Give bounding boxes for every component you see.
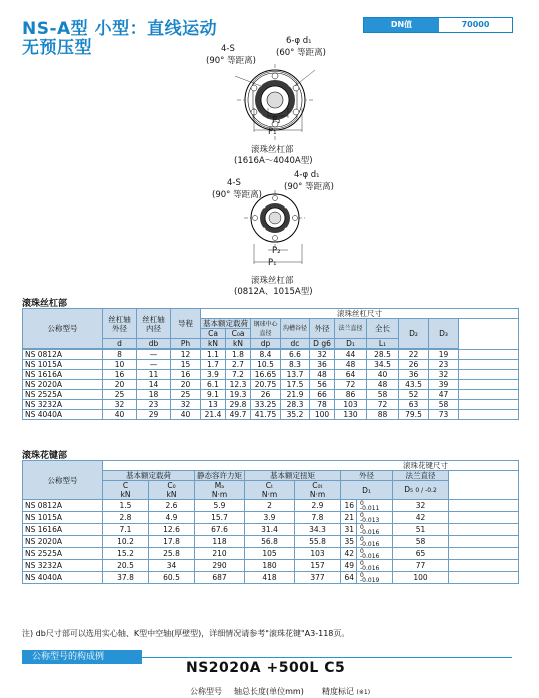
diagram2-p2: P₂	[272, 246, 281, 256]
spline-value-cell: 418	[245, 572, 295, 584]
screw-value-cell: 66	[310, 390, 335, 400]
spline-value-cell: 32	[393, 500, 449, 512]
spline-tolerance-cell: 0 -0.011	[357, 500, 393, 512]
diagram1-caption: 滚珠丝杠部	[251, 145, 294, 155]
screw-value-cell: 20.75	[251, 380, 281, 390]
screw-value-cell: 48	[335, 360, 367, 370]
screw-h-flange: 法兰直径	[335, 319, 367, 339]
spline-value-cell: 42	[393, 512, 449, 524]
spline-value-cell: 7.1	[103, 524, 149, 536]
spline-tolerance-cell: 0 -0.016	[357, 560, 393, 572]
spline-value-cell: 15.2	[103, 548, 149, 560]
spline-value-cell: 10.2	[103, 536, 149, 548]
spline-u-d1: D₁	[341, 481, 393, 500]
spline-tolerance-cell: 0 -0.013	[357, 512, 393, 524]
screw-value-cell: 32	[310, 350, 335, 360]
spline-h-load: 基本额定载荷	[103, 471, 195, 481]
spline-value-cell: 4.9	[149, 512, 195, 524]
screw-value-cell: —	[137, 360, 171, 370]
screw-value-cell: 8.3	[281, 360, 310, 370]
screw-model-cell: NS 3232A	[23, 400, 103, 410]
screw-value-cell: 16	[171, 370, 201, 380]
screw-h-outer: 外径	[310, 319, 335, 339]
spline-table-row	[23, 500, 519, 512]
screw-value-cell: 16	[103, 370, 137, 380]
screw-value-cell: 64	[335, 370, 367, 380]
screw-value-cell: 48	[310, 370, 335, 380]
screw-value-cell: 36	[310, 360, 335, 370]
spline-value-cell: 157	[295, 560, 341, 572]
spline-value-cell: 118	[195, 536, 245, 548]
screw-value-cell: 21.4	[201, 410, 226, 420]
spline-model-cell: NS 1616A	[23, 524, 103, 536]
screw-value-cell: 25	[171, 390, 201, 400]
screw-value-cell: 6.6	[281, 350, 310, 360]
spline-value-cell: 67.6	[195, 524, 245, 536]
screw-h-ball: 钢球中心直径	[251, 319, 281, 339]
screw-table-row	[23, 400, 519, 410]
screw-value-cell: 29	[137, 410, 171, 420]
screw-u-d2: D₂	[399, 319, 429, 349]
screw-value-cell: 40	[367, 370, 399, 380]
screw-model-cell: NS 2525A	[23, 390, 103, 400]
screw-value-cell: 88	[367, 410, 399, 420]
screw-value-cell: 44	[335, 350, 367, 360]
screw-value-cell: 25	[103, 390, 137, 400]
diagram2-d-label: 4-φ d₁	[294, 170, 320, 180]
spline-value-cell: 5.9	[195, 500, 245, 512]
dn-value: 70000	[461, 20, 490, 29]
spline-value-cell: 105	[245, 548, 295, 560]
spline-value-cell: 377	[295, 572, 341, 584]
spline-value-cell: 56.8	[245, 536, 295, 548]
spline-h-flange: 法兰直径	[393, 471, 449, 481]
screw-value-cell: 72	[335, 380, 367, 390]
screw-value-cell: 35.2	[281, 410, 310, 420]
diagram1-s-note: (90° 等距离)	[206, 56, 256, 66]
screw-value-cell: 130	[335, 410, 367, 420]
screw-value-cell: 15	[171, 360, 201, 370]
screw-table-row	[23, 410, 519, 420]
spline-table-row	[23, 536, 519, 548]
spline-value-cell: 65	[393, 548, 449, 560]
diagram1-caption-range: (1616A～4040A型)	[234, 156, 313, 166]
screw-u-ca: Ca	[201, 329, 226, 339]
spline-table-row	[23, 524, 519, 536]
screw-value-cell: 22	[399, 350, 429, 360]
spline-h-outer: 外径	[341, 471, 393, 481]
spline-value-cell: 12.6	[149, 524, 195, 536]
screw-value-cell: 72	[367, 400, 399, 410]
spline-value-cell: 49	[341, 560, 357, 572]
spline-value-cell: 2	[245, 500, 295, 512]
spline-value-cell: 3.9	[245, 512, 295, 524]
diagram2-caption-range: (0812A、1015A型)	[234, 287, 313, 297]
spline-value-cell: 290	[195, 560, 245, 572]
label-model: 公称型号	[190, 687, 222, 696]
screw-u-ph: Ph	[171, 339, 201, 349]
dn-label: DN值	[364, 18, 439, 32]
screw-value-cell: 23	[137, 400, 171, 410]
diagram2-d-note: (90° 等距离)	[284, 182, 334, 192]
diagram2-caption: 滚珠丝杠部	[251, 276, 294, 286]
screw-table-row	[23, 350, 519, 360]
screw-value-cell: 23	[429, 360, 459, 370]
spline-value-cell: 31.4	[245, 524, 295, 536]
spline-value-cell: 15.7	[195, 512, 245, 524]
spline-value-cell: 16	[341, 500, 357, 512]
screw-value-cell: 73	[429, 410, 459, 420]
screw-value-cell: 63	[399, 400, 429, 410]
spline-value-cell: 51	[393, 524, 449, 536]
spline-u-c: C kN	[103, 481, 149, 500]
screw-u-dc: dc	[281, 339, 310, 349]
page-title: NS-A型 小型：直线运动	[22, 19, 218, 39]
screw-value-cell: 58	[429, 400, 459, 410]
screw-h-od: 丝杠轴外径	[103, 309, 137, 339]
spline-table-row	[23, 512, 519, 524]
screw-value-cell: 19.3	[226, 390, 251, 400]
screw-value-cell: 17.5	[281, 380, 310, 390]
screw-value-cell: 34.5	[367, 360, 399, 370]
spline-u-d5: D₅ 0 / -0.2	[393, 481, 449, 500]
screw-value-cell: 29.8	[226, 400, 251, 410]
screw-model-cell: NS 1616A	[23, 370, 103, 380]
screw-value-cell: 10	[103, 360, 137, 370]
spline-value-cell: 21	[341, 512, 357, 524]
screw-value-cell: 13	[201, 400, 226, 410]
screw-value-cell: 3.9	[201, 370, 226, 380]
screw-value-cell: 58	[367, 390, 399, 400]
ball-screw-section-title: 滚珠丝杠部	[22, 299, 68, 309]
spline-value-cell: 20.5	[103, 560, 149, 572]
ball-spline-table	[22, 460, 519, 584]
spline-h-model: 公称型号	[23, 461, 103, 500]
screw-value-cell: 28.3	[281, 400, 310, 410]
screw-value-cell: 40	[103, 410, 137, 420]
screw-table-row	[23, 360, 519, 370]
spline-value-cell: 25.8	[149, 548, 195, 560]
screw-value-cell: 103	[335, 400, 367, 410]
screw-value-cell: 49.7	[226, 410, 251, 420]
spline-value-cell: 180	[245, 560, 295, 572]
spline-value-cell: 35	[341, 536, 357, 548]
screw-value-cell: 11	[137, 370, 171, 380]
diagram1-dimension-lines	[252, 108, 312, 138]
screw-u-d3: D₃	[429, 319, 459, 349]
screw-h-model: 公称型号	[23, 309, 103, 349]
spline-value-cell: 34.3	[295, 524, 341, 536]
spline-value-cell: 103	[295, 548, 341, 560]
screw-model-cell: NS 2020A	[23, 380, 103, 390]
spline-value-cell: 2.6	[149, 500, 195, 512]
spline-u-cot: C₀ₜ N·m	[295, 481, 341, 500]
screw-value-cell: 1.8	[226, 350, 251, 360]
screw-u-d: d	[103, 339, 137, 349]
composition-header: 公称型号的构成例	[22, 650, 142, 664]
spline-model-cell: NS 2020A	[23, 536, 103, 548]
screw-value-cell: 79.5	[399, 410, 429, 420]
screw-h-groove: 沟槽谷径	[281, 319, 310, 339]
spline-model-cell: NS 1015A	[23, 512, 103, 524]
screw-model-cell: NS 0812A	[23, 350, 103, 360]
spline-value-cell: 77	[393, 560, 449, 572]
screw-value-cell: 32	[429, 370, 459, 380]
spline-model-cell: NS 2525A	[23, 548, 103, 560]
screw-value-cell: 56	[310, 380, 335, 390]
spline-value-cell: 60.5	[149, 572, 195, 584]
screw-value-cell: 78	[310, 400, 335, 410]
spline-table-row	[23, 548, 519, 560]
spline-u-ct: Cₜ N·m	[245, 481, 295, 500]
footnote: 注) db尺寸部可以选用实心轴、K型中空轴(厚壁型)，详细情况请参考"滚珠花键"A3-118页。	[22, 629, 350, 638]
diagram1-s-label: 4-S	[221, 44, 235, 54]
screw-value-cell: 1.1	[201, 350, 226, 360]
spline-value-cell: 34	[149, 560, 195, 572]
screw-value-cell: 26	[251, 390, 281, 400]
screw-value-cell: 7.2	[226, 370, 251, 380]
screw-u-dp: dp	[251, 339, 281, 349]
spline-value-cell: 100	[393, 572, 449, 584]
spline-value-cell: 2.9	[295, 500, 341, 512]
screw-u-D1: D₁	[335, 339, 367, 349]
screw-value-cell: 32	[103, 400, 137, 410]
screw-u-coa: C₀a	[226, 329, 251, 339]
spline-model-cell: NS 0812A	[23, 500, 103, 512]
spline-value-cell: 210	[195, 548, 245, 560]
spline-value-cell: 42	[341, 548, 357, 560]
spline-h-static: 静态容许力矩	[195, 471, 245, 481]
spline-value-cell: 1.5	[103, 500, 149, 512]
screw-value-cell: 12	[171, 350, 201, 360]
screw-value-cell: 9.1	[201, 390, 226, 400]
screw-u-kn2: kN	[226, 339, 251, 349]
screw-value-cell: 19	[429, 350, 459, 360]
diagram1-p1: P₁	[268, 127, 277, 137]
screw-value-cell: 20	[171, 380, 201, 390]
screw-value-cell: 21.9	[281, 390, 310, 400]
screw-table-row	[23, 390, 519, 400]
spline-h-torque: 基本额定扭矩	[245, 471, 341, 481]
screw-value-cell: 26	[399, 360, 429, 370]
ball-screw-table	[22, 308, 519, 420]
dn-value-box	[363, 17, 513, 33]
screw-value-cell: 14	[137, 380, 171, 390]
spline-model-cell: NS 4040A	[23, 572, 103, 584]
spline-tolerance-cell: 0 -0.016	[357, 548, 393, 560]
screw-table-row	[23, 380, 519, 390]
spline-u-c0: C₀ kN	[149, 481, 195, 500]
screw-value-cell: 47	[429, 390, 459, 400]
label-length: 轴总长度(单位mm)	[234, 687, 304, 696]
screw-value-cell: 40	[171, 410, 201, 420]
screw-h-lead: 导程	[171, 309, 201, 339]
diagram2-s-note: (90° 等距离)	[212, 190, 262, 200]
screw-table-row	[23, 370, 519, 380]
page-subtitle: 无预压型	[22, 38, 92, 58]
spline-value-cell: 64	[341, 572, 357, 584]
spline-tolerance-cell: 0 -0.016	[357, 536, 393, 548]
diagram1-d-note: (60° 等距离)	[276, 48, 326, 58]
screw-model-cell: NS 4040A	[23, 410, 103, 420]
spline-value-cell: 17.8	[149, 536, 195, 548]
model-code-example: NS2020A +500L C5	[186, 660, 346, 676]
spline-value-cell: 37.8	[103, 572, 149, 584]
screw-value-cell: 86	[335, 390, 367, 400]
screw-value-cell: 48	[367, 380, 399, 390]
diagram2-s-label: 4-S	[227, 178, 241, 188]
screw-value-cell: 16.65	[251, 370, 281, 380]
screw-value-cell: 6.1	[201, 380, 226, 390]
screw-u-L1: L₁	[367, 339, 399, 349]
diagram2-p1: P₁	[268, 258, 277, 268]
screw-value-cell: 1.7	[201, 360, 226, 370]
screw-value-cell: 8	[103, 350, 137, 360]
screw-value-cell: —	[137, 350, 171, 360]
spline-value-cell: 687	[195, 572, 245, 584]
spline-tolerance-cell: 0 -0.016	[357, 524, 393, 536]
spline-tolerance-cell: 0 -0.019	[357, 572, 393, 584]
screw-value-cell: 13.7	[281, 370, 310, 380]
spline-value-cell: 2.8	[103, 512, 149, 524]
spline-value-cell: 55.8	[295, 536, 341, 548]
screw-value-cell: 10.5	[251, 360, 281, 370]
screw-value-cell: 8.4	[251, 350, 281, 360]
screw-value-cell: 2.7	[226, 360, 251, 370]
spline-value-cell: 31	[341, 524, 357, 536]
screw-value-cell: 41.75	[251, 410, 281, 420]
spline-u-ma: Mₐ N·m	[195, 481, 245, 500]
spline-value-cell: 58	[393, 536, 449, 548]
screw-u-kn1: kN	[201, 339, 226, 349]
screw-u-db: db	[137, 339, 171, 349]
spline-table-row	[23, 572, 519, 584]
screw-model-cell: NS 1015A	[23, 360, 103, 370]
spline-table-row	[23, 560, 519, 572]
diagram1-p2: P₂	[272, 116, 281, 126]
screw-value-cell: 18	[137, 390, 171, 400]
spline-h-dims: 滚珠花键尺寸	[103, 461, 519, 471]
ball-spline-section-title: 滚珠花键部	[22, 451, 68, 461]
screw-h-dims: 滚珠丝杠尺寸	[201, 309, 519, 319]
screw-value-cell: 32	[171, 400, 201, 410]
spline-value-cell: 7.8	[295, 512, 341, 524]
screw-h-id: 丝杠轴内径	[137, 309, 171, 339]
screw-value-cell: 52	[399, 390, 429, 400]
screw-h-load: 基本额定载荷	[201, 319, 251, 329]
diagram2-dimension-lines	[252, 244, 312, 274]
screw-value-cell: 100	[310, 410, 335, 420]
label-accuracy: 精度标记 (※1)	[322, 687, 371, 696]
spline-model-cell: NS 3232A	[23, 560, 103, 572]
screw-value-cell: 39	[429, 380, 459, 390]
screw-value-cell: 20	[103, 380, 137, 390]
screw-value-cell: 43.5	[399, 380, 429, 390]
screw-value-cell: 28.5	[367, 350, 399, 360]
screw-u-D: D g6	[310, 339, 335, 349]
screw-value-cell: 36	[399, 370, 429, 380]
screw-value-cell: 12.3	[226, 380, 251, 390]
screw-value-cell: 33.25	[251, 400, 281, 410]
diagram1-d-label: 6-φ d₁	[286, 36, 312, 46]
screw-h-len: 全长	[367, 319, 399, 339]
